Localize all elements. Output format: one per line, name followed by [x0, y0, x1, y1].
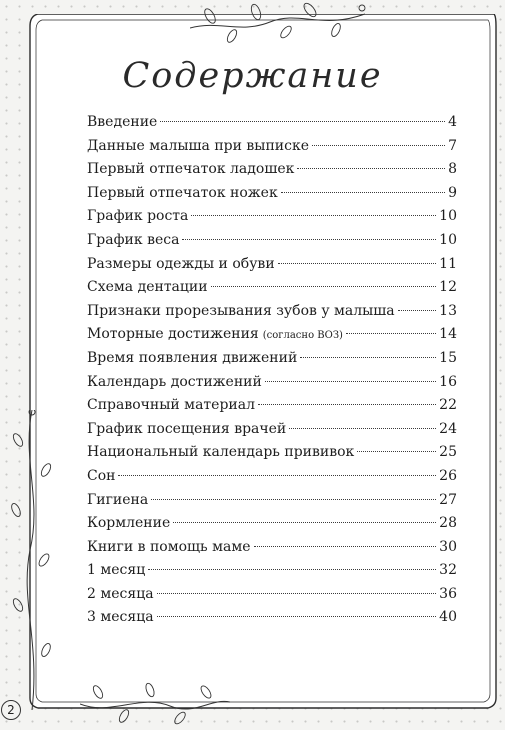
toc-entry-title: 1 месяц — [87, 562, 146, 579]
toc-entry-title: Сон — [87, 467, 116, 484]
toc-entry-title: Кормление — [87, 515, 171, 532]
toc-entry-page: 22 — [439, 397, 457, 414]
toc-entry-page: 16 — [439, 373, 457, 390]
toc-entry-page: 24 — [439, 420, 457, 437]
toc-entry-page: 40 — [439, 609, 457, 626]
toc-entry-note: (согласно ВОЗ) — [262, 330, 343, 342]
toc-entry-title: Время появления движений — [87, 349, 298, 366]
toc-dot-leader — [312, 145, 445, 146]
toc-dot-leader — [148, 569, 436, 570]
toc-entry[interactable] — [87, 323, 457, 347]
toc-entry-title: Справочный материал — [87, 397, 255, 414]
page-number: 2 — [1, 700, 21, 720]
toc-entry-page: 12 — [439, 279, 457, 296]
toc-entry-title: График роста — [87, 208, 189, 225]
toc-entry-title: График веса — [87, 231, 180, 248]
toc-entry-page: 27 — [439, 491, 457, 508]
toc-entry-page: 11 — [439, 255, 457, 272]
toc-entry-page: 28 — [439, 515, 457, 532]
toc-entry-title: Календарь достижений — [87, 373, 262, 390]
toc-dot-leader — [211, 286, 437, 287]
toc-entry-page: 30 — [439, 538, 457, 555]
toc-entry-page: 32 — [439, 562, 457, 579]
toc-dot-leader — [173, 522, 436, 523]
toc-entry[interactable] — [87, 559, 457, 583]
toc-dot-leader — [300, 357, 436, 358]
toc-entry-title: Гигиена — [87, 491, 149, 508]
toc-entry[interactable] — [87, 465, 457, 489]
toc-dot-leader — [182, 239, 436, 240]
toc-dot-leader — [281, 192, 445, 193]
toc-entry-page: 15 — [439, 349, 457, 366]
toc-dot-leader — [118, 475, 436, 476]
toc-dot-leader — [398, 310, 437, 311]
toc-entry[interactable] — [87, 536, 457, 560]
toc-entry[interactable] — [87, 606, 457, 630]
toc-entry-page: 36 — [439, 585, 457, 602]
toc-entry[interactable] — [87, 489, 457, 513]
toc-entry-page: 25 — [439, 444, 457, 461]
toc-entry-page: 14 — [439, 326, 457, 343]
table-of-contents — [87, 111, 457, 630]
toc-dot-leader — [357, 451, 436, 452]
toc-entry-title: Книги в помощь маме — [87, 538, 251, 555]
toc-entry[interactable] — [87, 276, 457, 300]
toc-entry-title: Схема дентации — [87, 279, 208, 296]
toc-entry[interactable] — [87, 394, 457, 418]
toc-dot-leader — [265, 381, 436, 382]
toc-entry[interactable] — [87, 583, 457, 607]
toc-entry-title: Первый отпечаток ножек — [87, 184, 278, 201]
toc-entry-title: 2 месяца — [87, 585, 154, 602]
toc-entry-title: Данные малыша при выписке — [87, 137, 309, 154]
left-vine-ornament — [2, 410, 62, 710]
top-vine-ornament — [190, 0, 370, 48]
toc-dot-leader — [346, 333, 436, 334]
toc-entry-title: Размеры одежды и обуви — [87, 255, 275, 272]
toc-entry-title: Введение — [87, 114, 158, 130]
toc-entry-page: 10 — [439, 208, 457, 225]
toc-entry[interactable] — [87, 135, 457, 159]
toc-entry-title: Первый отпечаток ладошек — [87, 161, 295, 178]
toc-entry-title: Национальный календарь прививок — [87, 444, 355, 461]
toc-entry[interactable] — [87, 253, 457, 277]
toc-dot-leader — [289, 428, 436, 429]
toc-dot-leader — [157, 593, 437, 594]
toc-entry[interactable] — [87, 205, 457, 229]
toc-entry[interactable] — [87, 158, 457, 182]
toc-entry-title: График посещения врачей — [87, 420, 287, 437]
toc-entry-page: 9 — [448, 184, 457, 201]
toc-dot-leader — [258, 404, 436, 405]
toc-dot-leader — [297, 168, 445, 169]
toc-dot-leader — [254, 546, 437, 547]
toc-entry-page: 26 — [439, 467, 457, 484]
toc-entry-page: 8 — [448, 161, 457, 178]
toc-entry-page: 7 — [448, 137, 457, 154]
toc-entry[interactable] — [87, 441, 457, 465]
toc-entry-page: 4 — [448, 114, 457, 130]
toc-entry[interactable] — [87, 229, 457, 253]
toc-dot-leader — [160, 121, 445, 122]
toc-entry-page: 10 — [439, 231, 457, 248]
toc-entry[interactable] — [87, 347, 457, 371]
toc-entry[interactable] — [87, 512, 457, 536]
toc-entry-title: Признаки прорезывания зубов у малыша — [87, 302, 395, 319]
page-title: Содержание — [122, 56, 383, 96]
toc-entry[interactable] — [87, 418, 457, 442]
toc-entry[interactable] — [87, 300, 457, 324]
toc-dot-leader — [157, 616, 437, 617]
toc-entry[interactable] — [87, 182, 457, 206]
toc-entry-title: 3 месяца — [87, 609, 154, 626]
bottom-vine-ornament — [80, 680, 230, 728]
toc-entry[interactable] — [87, 111, 457, 135]
toc-dot-leader — [151, 499, 436, 500]
toc-dot-leader — [278, 263, 437, 264]
toc-entry-page: 13 — [439, 302, 457, 319]
toc-entry-title: Моторные достижения — [87, 326, 259, 343]
toc-dot-leader — [191, 215, 436, 216]
toc-entry[interactable] — [87, 371, 457, 395]
